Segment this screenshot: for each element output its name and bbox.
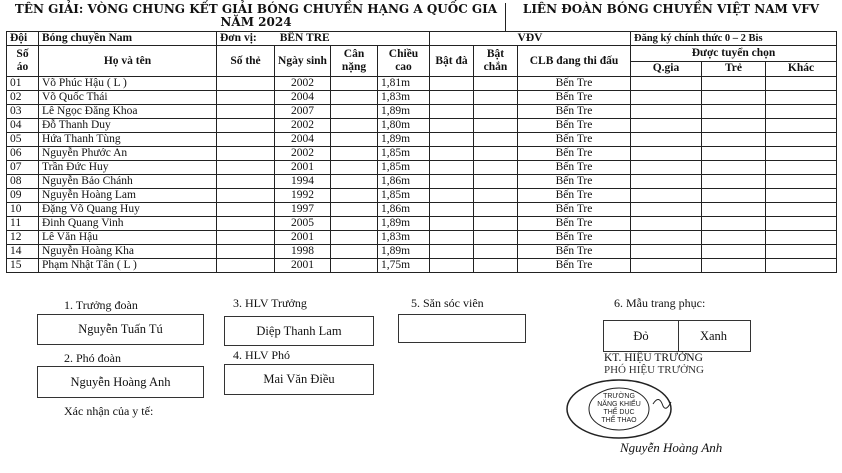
player-weight (331, 133, 378, 147)
player-rows (7, 77, 837, 273)
header-reach: Bật đà (430, 46, 474, 77)
player-height: 1,89m (378, 133, 430, 147)
player-weight (331, 245, 378, 259)
player-youth (702, 259, 766, 273)
player-number: 04 (7, 119, 39, 133)
player-card (217, 231, 275, 245)
player-number: 05 (7, 133, 39, 147)
player-club: Bến Tre (518, 77, 631, 91)
player-reach (430, 203, 474, 217)
player-height: 1,86m (378, 175, 430, 189)
team-info-row (7, 32, 837, 46)
uniform-color-1: Đỏ (603, 320, 679, 352)
player-youth (702, 147, 766, 161)
player-block (474, 189, 518, 203)
player-birth-year: 1998 (275, 245, 331, 259)
header-weight: Cân nặng (331, 46, 378, 77)
player-national (631, 119, 702, 133)
player-weight (331, 91, 378, 105)
header-row (7, 46, 837, 62)
player-national (631, 77, 702, 91)
player-reach (430, 161, 474, 175)
head-label: 1. Trưởng đoàn (64, 298, 138, 312)
player-national (631, 189, 702, 203)
header-name: Họ và tên (39, 46, 217, 77)
player-national (631, 245, 702, 259)
player-national (631, 91, 702, 105)
player-birth-year: 2004 (275, 91, 331, 105)
player-card (217, 91, 275, 105)
player-height: 1,89m (378, 105, 430, 119)
header-other: Khác (766, 61, 837, 77)
header-national: Q.gia (631, 61, 702, 77)
player-birth-year: 2002 (275, 147, 331, 161)
player-youth (702, 77, 766, 91)
player-youth (702, 133, 766, 147)
player-number: 03 (7, 105, 39, 119)
player-youth (702, 245, 766, 259)
player-birth-year: 2005 (275, 217, 331, 231)
player-national (631, 217, 702, 231)
player-club: Bến Tre (518, 133, 631, 147)
player-club: Bến Tre (518, 217, 631, 231)
title-divider (505, 3, 506, 31)
table-row (7, 231, 837, 245)
player-name: Nguyễn Hoàng Kha (39, 245, 217, 259)
player-club: Bến Tre (518, 91, 631, 105)
table-row (7, 91, 837, 105)
player-national (631, 203, 702, 217)
player-number: 10 (7, 203, 39, 217)
player-name: Nguyễn Phước An (39, 147, 217, 161)
player-club: Bến Tre (518, 147, 631, 161)
player-number: 09 (7, 189, 39, 203)
player-weight (331, 161, 378, 175)
player-name: Võ Quốc Thái (39, 91, 217, 105)
tournament-title: TÊN GIẢI: VÒNG CHUNG KẾT GIẢI BÓNG CHUYỀN HẠNG A QUỐC GIA NĂM 2024 (14, 2, 498, 29)
header-youth: Trẻ (702, 61, 766, 77)
table-row (7, 203, 837, 217)
team-value: Bóng chuyền Nam (39, 32, 217, 46)
player-block (474, 203, 518, 217)
head-name-box: Nguyễn Tuấn Tú (37, 314, 204, 345)
unit-label: Đơn vị: (220, 32, 257, 44)
header-vdv: VĐV (430, 32, 631, 46)
player-birth-year: 1994 (275, 175, 331, 189)
team-label: Đội (7, 32, 39, 46)
player-height: 1,85m (378, 189, 430, 203)
player-name: Nguyễn Bảo Chánh (39, 175, 217, 189)
player-other (766, 91, 837, 105)
player-name: Phạm Nhật Tân ( L ) (39, 259, 217, 273)
player-name: Nguyễn Hoàng Lam (39, 189, 217, 203)
player-card (217, 133, 275, 147)
player-youth (702, 217, 766, 231)
player-reach (430, 189, 474, 203)
player-birth-year: 2007 (275, 105, 331, 119)
player-reach (430, 259, 474, 273)
header-number: Số áo (7, 46, 39, 77)
player-weight (331, 259, 378, 273)
player-other (766, 259, 837, 273)
signer-title: KT. HIỆU TRƯỞNG (604, 352, 703, 364)
player-reach (430, 217, 474, 231)
coach-name-box: Diệp Thanh Lam (224, 316, 374, 346)
player-weight (331, 119, 378, 133)
player-card (217, 245, 275, 259)
player-youth (702, 119, 766, 133)
player-club: Bến Tre (518, 189, 631, 203)
player-club: Bến Tre (518, 231, 631, 245)
signer-subtitle: PHÓ HIỆU TRƯỞNG (604, 364, 704, 376)
player-reach (430, 77, 474, 91)
player-number: 02 (7, 91, 39, 105)
player-birth-year: 2002 (275, 77, 331, 91)
table-row (7, 189, 837, 203)
player-card (217, 119, 275, 133)
player-height: 1,86m (378, 203, 430, 217)
player-national (631, 231, 702, 245)
player-youth (702, 231, 766, 245)
player-national (631, 161, 702, 175)
player-weight (331, 77, 378, 91)
player-weight (331, 175, 378, 189)
player-name: Đinh Quang Vinh (39, 217, 217, 231)
player-birth-year: 2004 (275, 133, 331, 147)
deputy-label: 2. Phó đoàn (64, 351, 121, 365)
header-club: CLB đang thi đấu (518, 46, 631, 77)
table-row (7, 245, 837, 259)
care-label: 5. Săn sóc viên (411, 296, 484, 310)
player-national (631, 133, 702, 147)
player-birth-year: 2002 (275, 119, 331, 133)
player-name: Võ Phúc Hậu ( L ) (39, 77, 217, 91)
player-weight (331, 217, 378, 231)
coach-label: 3. HLV Trưởng (233, 296, 307, 310)
player-name: Lê Ngọc Đăng Khoa (39, 105, 217, 119)
table-row (7, 77, 837, 91)
player-reach (430, 245, 474, 259)
player-height: 1,85m (378, 147, 430, 161)
player-club: Bến Tre (518, 259, 631, 273)
player-reach (430, 119, 474, 133)
header-selected: Được tuyển chọn (631, 46, 837, 62)
player-number: 01 (7, 77, 39, 91)
player-height: 1,85m (378, 161, 430, 175)
player-birth-year: 2001 (275, 231, 331, 245)
registration-note: Đăng ký chính thức 0 – 2 Bis (631, 32, 837, 46)
player-block (474, 245, 518, 259)
player-other (766, 245, 837, 259)
player-youth (702, 91, 766, 105)
player-name: Đặng Võ Quang Huy (39, 203, 217, 217)
care-name-box (398, 314, 526, 343)
player-height: 1,75m (378, 259, 430, 273)
header-card: Số thẻ (217, 46, 275, 77)
player-youth (702, 203, 766, 217)
table-row (7, 119, 837, 133)
player-national (631, 105, 702, 119)
medical-label: Xác nhận của y tế: (64, 404, 154, 418)
table-row (7, 259, 837, 273)
player-block (474, 175, 518, 189)
asst-label: 4. HLV Phó (233, 348, 291, 362)
player-card (217, 203, 275, 217)
player-other (766, 161, 837, 175)
table-row (7, 147, 837, 161)
player-youth (702, 161, 766, 175)
player-number: 06 (7, 147, 39, 161)
player-block (474, 133, 518, 147)
player-card (217, 259, 275, 273)
official-stamp (565, 378, 673, 440)
player-national (631, 175, 702, 189)
player-card (217, 147, 275, 161)
player-weight (331, 189, 378, 203)
player-block (474, 119, 518, 133)
player-national (631, 147, 702, 161)
player-other (766, 217, 837, 231)
player-height: 1,81m (378, 77, 430, 91)
player-height: 1,83m (378, 91, 430, 105)
player-height: 1,89m (378, 245, 430, 259)
svg-text:NĂNG KHIẾU: NĂNG KHIẾU (597, 401, 641, 408)
player-weight (331, 231, 378, 245)
player-club: Bến Tre (518, 119, 631, 133)
player-number: 14 (7, 245, 39, 259)
player-other (766, 133, 837, 147)
player-block (474, 77, 518, 91)
header-dob: Ngày sinh (275, 46, 331, 77)
player-reach (430, 133, 474, 147)
player-number: 08 (7, 175, 39, 189)
table-row (7, 175, 837, 189)
player-other (766, 77, 837, 91)
player-card (217, 189, 275, 203)
player-number: 07 (7, 161, 39, 175)
player-weight (331, 105, 378, 119)
player-youth (702, 189, 766, 203)
player-card (217, 175, 275, 189)
player-height: 1,89m (378, 217, 430, 231)
player-card (217, 217, 275, 231)
player-block (474, 217, 518, 231)
player-other (766, 147, 837, 161)
player-name: Lê Văn Hậu (39, 231, 217, 245)
player-name: Đỗ Thanh Duy (39, 119, 217, 133)
player-card (217, 105, 275, 119)
player-block (474, 231, 518, 245)
player-block (474, 161, 518, 175)
player-number: 11 (7, 217, 39, 231)
player-club: Bến Tre (518, 105, 631, 119)
player-birth-year: 1997 (275, 203, 331, 217)
player-birth-year: 2001 (275, 161, 331, 175)
player-other (766, 175, 837, 189)
unit-value: BẾN TRE (279, 32, 330, 44)
player-reach (430, 91, 474, 105)
federation-title: LIÊN ĐOÀN BÓNG CHUYỀN VIỆT NAM VFV (522, 2, 820, 16)
svg-text:THỂ THAO: THỂ THAO (601, 417, 637, 424)
player-youth (702, 105, 766, 119)
svg-text:TRƯỜNG: TRƯỜNG (603, 393, 635, 400)
asst-name-box: Mai Văn Điều (224, 364, 374, 395)
player-reach (430, 175, 474, 189)
signer-name: Nguyễn Hoàng Anh (620, 440, 723, 455)
player-block (474, 105, 518, 119)
deputy-name-box: Nguyễn Hoàng Anh (37, 366, 204, 398)
player-other (766, 105, 837, 119)
player-height: 1,80m (378, 119, 430, 133)
header-height: Chiều cao (378, 46, 430, 77)
player-height: 1,83m (378, 231, 430, 245)
player-block (474, 91, 518, 105)
player-name: Hứa Thanh Tùng (39, 133, 217, 147)
player-reach (430, 231, 474, 245)
player-other (766, 231, 837, 245)
player-weight (331, 203, 378, 217)
player-other (766, 203, 837, 217)
player-reach (430, 105, 474, 119)
table-row (7, 133, 837, 147)
player-birth-year: 2001 (275, 259, 331, 273)
player-reach (430, 147, 474, 161)
player-block (474, 147, 518, 161)
player-other (766, 119, 837, 133)
uniform-color-2: Xanh (677, 320, 751, 352)
player-other (766, 189, 837, 203)
player-card (217, 77, 275, 91)
player-block (474, 259, 518, 273)
player-number: 15 (7, 259, 39, 273)
svg-text:THỂ DỤC: THỂ DỤC (603, 409, 635, 416)
player-youth (702, 175, 766, 189)
player-club: Bến Tre (518, 175, 631, 189)
player-national (631, 259, 702, 273)
player-birth-year: 1992 (275, 189, 331, 203)
table-row (7, 217, 837, 231)
player-weight (331, 147, 378, 161)
uniform-label: 6. Mẫu trang phục: (614, 296, 706, 310)
player-club: Bến Tre (518, 245, 631, 259)
player-card (217, 161, 275, 175)
table-row (7, 161, 837, 175)
table-row (7, 105, 837, 119)
header-block: Bật chắn (474, 46, 518, 77)
player-number: 12 (7, 231, 39, 245)
player-club: Bến Tre (518, 203, 631, 217)
player-name: Trần Đức Huy (39, 161, 217, 175)
roster-table (6, 31, 837, 273)
player-club: Bến Tre (518, 161, 631, 175)
